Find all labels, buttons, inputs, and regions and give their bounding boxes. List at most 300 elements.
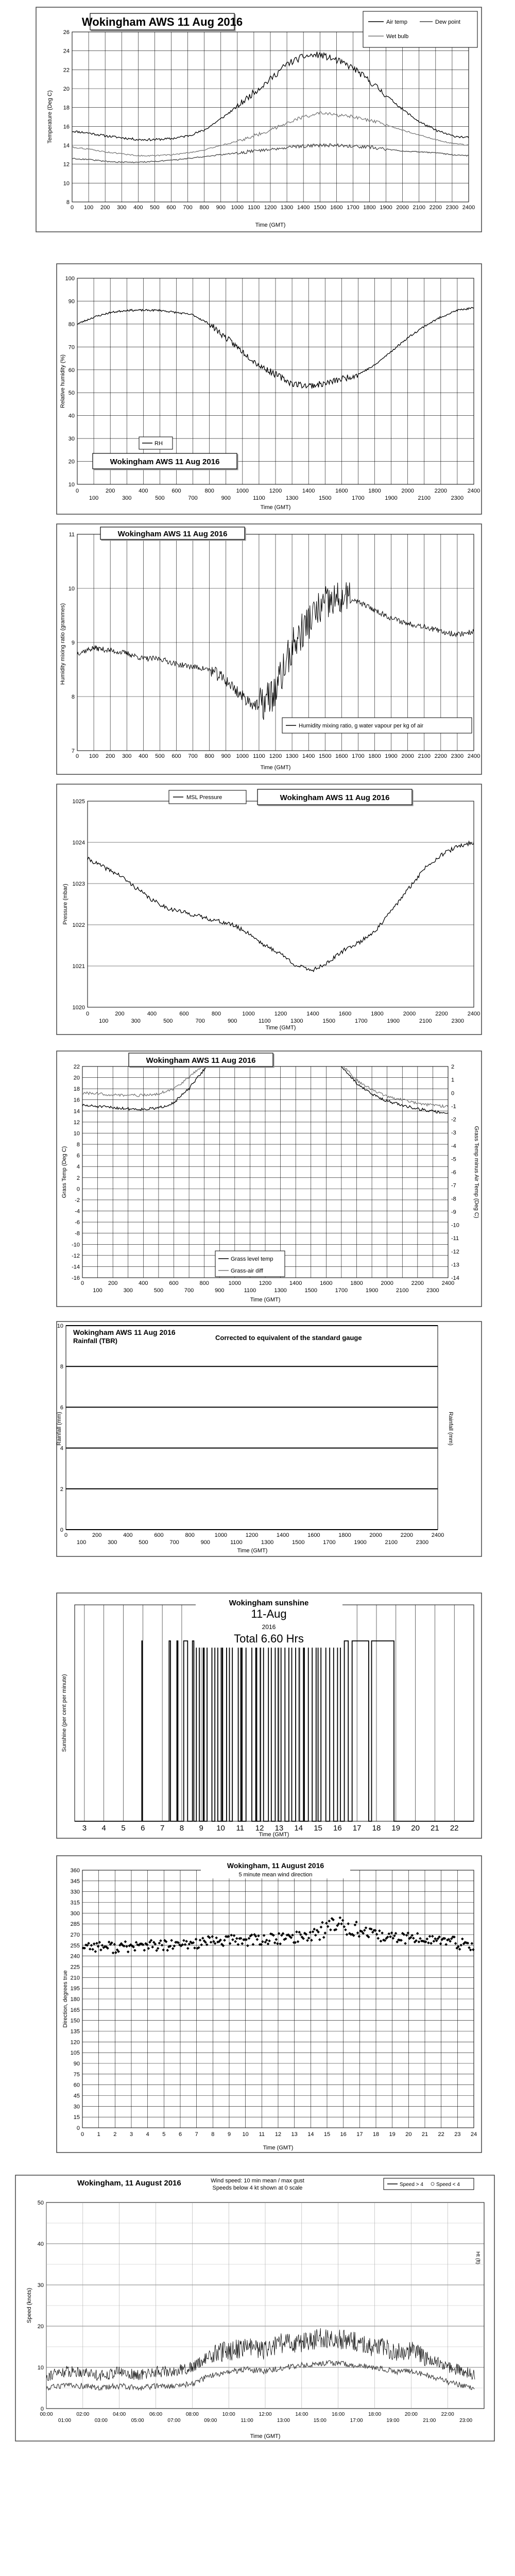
y-tick-label: 10: [73, 1130, 80, 1137]
x-tick-label: 4: [101, 1824, 106, 1833]
y-tick-label: 0: [40, 2406, 44, 2412]
x-tick-label: 900: [221, 753, 231, 759]
y-tick-label: 2: [60, 1486, 63, 1493]
y-tick-label: 15: [73, 2114, 80, 2121]
humidity-chart: [0, 263, 515, 515]
legend-dew-point: Dew point: [435, 19, 460, 25]
y-tick-label: 8: [60, 1364, 63, 1370]
x-tick-label: 800: [211, 1011, 221, 1017]
x-tick-label-minor: 2300: [416, 1539, 429, 1546]
x-tick-label: 800: [185, 1532, 195, 1538]
pressure-plot-area: [88, 801, 474, 1007]
x-tick-label-minor: 13:00: [277, 2418, 290, 2424]
x-tick-label-minor: 900: [200, 1539, 210, 1546]
x-tick-label-minor: 1100: [258, 1018, 271, 1024]
y-tick-label: 4: [76, 1164, 80, 1171]
x-tick-label: 2300: [445, 205, 459, 211]
x-tick-label: 8: [211, 2131, 215, 2138]
x-tick-label: 600: [166, 205, 176, 211]
y-tick-label: 1022: [72, 922, 85, 928]
x-tick-label-minor: 11:00: [241, 2418, 253, 2424]
x-tick-label: 1500: [319, 753, 332, 759]
x-tick-label: 1100: [253, 753, 265, 759]
rainfall-subtitle: Rainfall (TBR): [73, 1337, 117, 1345]
y-tick-label: 12: [73, 1119, 80, 1126]
x-tick-label-minor: 1700: [352, 495, 365, 501]
temperature-ylabel: Temperature (Deg C): [47, 90, 53, 144]
y-tick-label: 345: [70, 1878, 80, 1885]
x-tick-label-minor: 1700: [323, 1539, 336, 1546]
rainfall-xlabel: Time (GMT): [237, 1548, 268, 1554]
temperature-title: Wokingham AWS 11 Aug 2016: [81, 15, 243, 28]
x-tick-label-minor: 1300: [274, 1287, 287, 1294]
x-tick-label: 1600: [335, 753, 348, 759]
y-tick-label: 0: [76, 1186, 80, 1193]
y-tick-label: 225: [70, 1964, 80, 1971]
x-tick-label: 400: [139, 488, 148, 494]
x-tick-label: 600: [171, 753, 181, 759]
x-tick-label: 19: [391, 1824, 401, 1833]
x-tick-label: 0: [85, 1011, 90, 1017]
x-tick-label: 200: [115, 1011, 125, 1017]
x-tick-label: 24: [470, 2131, 477, 2138]
x-tick-label-minor: 1700: [355, 1018, 368, 1024]
x-tick-label-minor: 1300: [285, 495, 299, 501]
x-tick-label: 800: [199, 1280, 209, 1286]
x-tick-label: 2200: [411, 1280, 424, 1286]
y-right-tick-label: -4: [451, 1143, 456, 1149]
x-tick-label: 06:00: [149, 2412, 163, 2417]
rainfall-chart: [0, 1320, 515, 1557]
x-tick-label: 1900: [385, 753, 398, 759]
x-tick-label: 1800: [368, 753, 381, 759]
x-tick-label-minor: 23:00: [459, 2418, 473, 2424]
x-tick-label: 1400: [276, 1532, 289, 1538]
x-tick-label: 14: [294, 1824, 303, 1833]
y-tick-label: 315: [70, 1900, 80, 1906]
y-tick-label: -4: [75, 1208, 80, 1215]
x-tick-label: 12:00: [259, 2412, 272, 2417]
x-tick-label: 21: [431, 1824, 439, 1833]
x-tick-label: 15: [314, 1824, 322, 1833]
y-tick-label: 0: [76, 2125, 80, 2131]
x-tick-label: 7: [160, 1824, 165, 1833]
x-tick-label-minor: 2300: [451, 1018, 464, 1024]
x-tick-label: 1300: [285, 753, 299, 759]
x-tick-label: 1200: [269, 488, 282, 494]
x-tick-label: 2300: [451, 753, 464, 759]
sunshine-chart: [0, 1592, 515, 1839]
x-tick-label: 10: [242, 2131, 249, 2138]
x-tick-label: 2200: [434, 488, 448, 494]
y-tick-label: -6: [75, 1219, 80, 1226]
y-right-tick-label: 1: [451, 1077, 455, 1083]
y-tick-label: 1025: [72, 799, 85, 805]
x-tick-label-minor: 15:00: [313, 2418, 327, 2424]
x-tick-label: 0: [70, 205, 74, 211]
x-tick-label-minor: 1500: [304, 1287, 317, 1294]
x-tick-label: 2000: [401, 753, 414, 759]
x-tick-label: 700: [188, 753, 198, 759]
x-tick-label: 11: [236, 1824, 245, 1833]
y-tick-label: 40: [68, 413, 75, 419]
y-tick-label: 14: [63, 143, 70, 149]
x-tick-label: 22:00: [441, 2412, 454, 2417]
x-tick-label: 500: [155, 753, 165, 759]
y-right-tick-label: 2: [451, 1064, 455, 1070]
x-tick-label: 300: [122, 753, 132, 759]
x-tick-label-minor: 19:00: [386, 2418, 400, 2424]
x-tick-label: 15: [323, 2131, 331, 2138]
x-tick-label: 7: [195, 2131, 198, 2138]
x-tick-label: 100: [89, 753, 99, 759]
x-tick-label: 600: [171, 488, 181, 494]
x-tick-label: 5: [121, 1824, 126, 1833]
x-tick-label: 1400: [306, 1011, 319, 1017]
y-tick-label: 20: [68, 459, 75, 465]
x-tick-label: 14:00: [295, 2412, 308, 2417]
x-tick-label: 23: [454, 2131, 461, 2138]
x-tick-label: 1000: [228, 1280, 242, 1286]
y-tick-label: 30: [73, 2104, 80, 2110]
x-tick-label-minor: 100: [89, 495, 99, 501]
grass-title: Wokingham AWS 11 Aug 2016: [146, 1056, 256, 1065]
x-tick-label: 400: [123, 1532, 133, 1538]
x-tick-label: 1200: [274, 1011, 287, 1017]
x-tick-label-minor: 300: [108, 1539, 117, 1546]
x-tick-label: 22: [438, 2131, 444, 2138]
y-tick-label: 10: [63, 180, 70, 187]
x-tick-label: 6: [141, 1824, 145, 1833]
x-tick-label: 600: [154, 1532, 164, 1538]
y-tick-label: 10: [57, 1323, 63, 1329]
x-tick-label: 2400: [462, 205, 475, 211]
x-tick-label-minor: 900: [215, 1287, 225, 1294]
x-tick-label-minor: 700: [169, 1539, 179, 1546]
x-tick-label-minor: 1900: [385, 495, 398, 501]
x-tick-label-minor: 2100: [385, 1539, 398, 1546]
rainfall-title: Wokingham AWS 11 Aug 2016: [73, 1328, 176, 1336]
direction-subtitle: 5 minute mean wind direction: [238, 1872, 313, 1878]
x-tick-label: 1800: [363, 205, 376, 211]
x-tick-label: 12: [274, 2131, 282, 2138]
pressure-title: Wokingham AWS 11 Aug 2016: [280, 793, 390, 802]
y-tick-label: 11: [68, 532, 75, 538]
x-tick-label-minor: 900: [228, 1018, 237, 1024]
x-tick-label: 1600: [320, 1280, 333, 1286]
y-tick-label: 10: [68, 586, 75, 592]
y-tick-label: 8: [76, 1142, 80, 1148]
x-tick-label: 13: [274, 1824, 284, 1833]
y-tick-label: 9: [71, 640, 75, 646]
y-tick-label: 20: [37, 2324, 44, 2330]
y-tick-label: 6: [76, 1153, 80, 1159]
mixing-chart: [0, 523, 515, 775]
grass-ylabel-right: Grass Temp minus Air Temp (Deg C): [473, 1126, 479, 1218]
x-tick-label-minor: 21:00: [423, 2418, 436, 2424]
x-tick-label: 1200: [259, 1280, 272, 1286]
y-tick-label: 195: [70, 1986, 80, 1992]
x-tick-label-minor: 100: [93, 1287, 102, 1294]
legend-wet-bulb: Wet bulb: [386, 33, 409, 40]
y-right-tick-label: -5: [451, 1156, 456, 1163]
y-tick-label: 90: [73, 2061, 80, 2067]
x-tick-label-minor: 2100: [396, 1287, 409, 1294]
x-tick-label: 1400: [297, 205, 310, 211]
wind-speed-subtitle: Wind speed: 10 min mean / max gust: [211, 2178, 304, 2184]
x-tick-label: 8: [179, 1824, 184, 1833]
rainfall-note: Corrected to equivalent of the standard gauge: [215, 1334, 362, 1342]
x-tick-label: 20: [405, 2131, 412, 2138]
x-tick-label: 00:00: [40, 2412, 53, 2417]
y-tick-label: 165: [70, 2007, 80, 2013]
pressure-xlabel: Time (GMT): [265, 1025, 296, 1031]
x-tick-label: 1800: [338, 1532, 351, 1538]
x-tick-label: 600: [169, 1280, 179, 1286]
y-tick-label: 100: [65, 276, 75, 282]
y-tick-label: 10: [68, 482, 75, 488]
humidity-xlabel: Time (GMT): [260, 504, 291, 511]
x-tick-label-minor: 2300: [451, 495, 464, 501]
x-tick-label: 0: [80, 1280, 84, 1286]
y-tick-label: 135: [70, 2028, 80, 2035]
y-tick-label: 2: [76, 1175, 80, 1181]
x-tick-label: 2000: [403, 1011, 416, 1017]
x-tick-label: 200: [108, 1280, 118, 1286]
x-tick-label: 2: [113, 2131, 117, 2138]
y-tick-label: 255: [70, 1942, 80, 1949]
x-tick-label: 0: [80, 2131, 84, 2138]
x-tick-label-minor: 2300: [426, 1287, 439, 1294]
x-tick-label-minor: 300: [131, 1018, 141, 1024]
x-tick-label: 5: [162, 2131, 166, 2138]
x-tick-label: 1800: [350, 1280, 363, 1286]
temperature-legend: [363, 11, 477, 47]
y-tick-label: -2: [75, 1197, 80, 1204]
y-tick-label: 24: [63, 48, 70, 55]
y-tick-label: 7: [71, 748, 75, 754]
y-tick-label: 50: [37, 2200, 44, 2206]
x-tick-label: 3: [129, 2131, 133, 2138]
direction-ylabel: Direction, degrees true: [62, 1970, 68, 2028]
x-tick-label-minor: 17:00: [350, 2418, 363, 2424]
y-tick-label: 10: [37, 2365, 44, 2371]
legend-speed-gt: Speed > 4: [400, 2182, 423, 2188]
x-tick-label: 400: [147, 1011, 157, 1017]
y-right-tick-label: -9: [451, 1209, 456, 1215]
legend-mixing: Humidity mixing ratio, g water vapour per kg of air: [299, 723, 424, 729]
x-tick-label-minor: 1100: [244, 1287, 256, 1294]
x-tick-label-minor: 07:00: [167, 2418, 181, 2424]
y-tick-label: 30: [37, 2282, 44, 2289]
y-tick-label: 75: [73, 2071, 80, 2078]
grass-xlabel: Time (GMT): [250, 1297, 281, 1303]
x-tick-label: 1600: [307, 1532, 320, 1538]
legend-grass-diff: Grass-air diff: [231, 1268, 263, 1274]
x-tick-label: 04:00: [113, 2412, 126, 2417]
y-tick-label: 20: [63, 86, 70, 92]
y-tick-label: 30: [68, 436, 75, 443]
x-tick-label: 1600: [330, 205, 343, 211]
x-tick-label: 9: [227, 2131, 231, 2138]
x-tick-label: 2400: [467, 753, 480, 759]
grass-chart: [0, 1050, 515, 1308]
y-tick-label: 270: [70, 1932, 80, 1938]
x-tick-label: 900: [216, 205, 226, 211]
x-tick-label: 200: [105, 753, 115, 759]
x-tick-label: 12: [255, 1824, 264, 1833]
x-tick-label: 200: [100, 205, 110, 211]
x-tick-label: 2200: [400, 1532, 414, 1538]
x-tick-label: 18: [372, 1824, 381, 1833]
mixing-ylabel: Humidity mixing ratio (grammes): [60, 603, 66, 685]
y-tick-label: 20: [73, 1075, 80, 1081]
x-tick-label: 500: [150, 205, 160, 211]
x-tick-label: 100: [83, 205, 94, 211]
x-tick-label: 1300: [280, 205, 294, 211]
y-tick-label: 26: [63, 29, 70, 36]
x-tick-label: 13: [291, 2131, 298, 2138]
x-tick-label: 18: [372, 2131, 380, 2138]
y-tick-label: 22: [73, 1064, 80, 1070]
x-tick-label: 400: [139, 1280, 148, 1286]
y-right-tick-label: -8: [451, 1196, 456, 1202]
y-tick-label: 22: [63, 67, 70, 74]
legend-rh: RH: [154, 440, 163, 447]
x-tick-label: 22: [450, 1824, 459, 1833]
y-tick-label: 1024: [72, 840, 85, 846]
x-tick-label-minor: 500: [139, 1539, 148, 1546]
y-tick-label: 105: [70, 2050, 80, 2057]
y-tick-label: 12: [63, 161, 70, 168]
x-tick-label: 1000: [236, 488, 249, 494]
x-tick-label: 16: [340, 2131, 347, 2138]
temperature-chart: [0, 6, 515, 233]
y-right-tick-label: -1: [451, 1103, 456, 1110]
x-tick-label: 9: [199, 1824, 203, 1833]
legend-grass: Grass level temp: [231, 1256, 273, 1262]
x-tick-label-minor: 1900: [387, 1018, 400, 1024]
y-tick-label: 210: [70, 1975, 80, 1981]
wind-speed-subtitle2: Speeds below 4 kt shown at 0 scale: [212, 2185, 303, 2191]
x-tick-label-minor: 500: [163, 1018, 173, 1024]
humidity-ylabel: Relative humidity (%): [60, 354, 66, 408]
x-tick-label: 600: [179, 1011, 189, 1017]
wind-speed-side-note: Ht (ft): [475, 2251, 480, 2264]
y-tick-label: 120: [70, 2039, 80, 2046]
y-tick-label: 330: [70, 1889, 80, 1895]
rainfall-ylabel: Rainfall (mm): [56, 1412, 62, 1446]
rainfall-plot-area: [66, 1326, 438, 1530]
x-tick-label-minor: 500: [153, 1287, 164, 1294]
x-tick-label: 2400: [441, 1280, 455, 1286]
x-tick-label: 21: [421, 2131, 428, 2138]
sunshine-title: Wokingham sunshine: [229, 1599, 309, 1607]
x-tick-label: 1500: [314, 205, 327, 211]
x-tick-label: 16: [333, 1824, 342, 1833]
x-tick-label-minor: 1700: [335, 1287, 348, 1294]
x-tick-label: 200: [92, 1532, 102, 1538]
direction-xlabel: Time (GMT): [263, 2145, 294, 2151]
rainfall-ylabel-right: Rainfall (mm): [448, 1412, 454, 1446]
wind-speed-chart: [0, 2174, 515, 2442]
y-tick-label: 18: [63, 105, 70, 111]
y-tick-label: 18: [73, 1086, 80, 1093]
x-tick-label: 20: [411, 1824, 420, 1833]
x-tick-label: 300: [117, 205, 127, 211]
x-tick-label-minor: 1900: [365, 1287, 379, 1294]
x-tick-label-minor: 700: [184, 1287, 194, 1294]
y-tick-label: 1023: [72, 881, 85, 887]
x-tick-label: 0: [75, 753, 79, 759]
x-tick-label-minor: 300: [122, 495, 132, 501]
y-right-tick-label: -14: [451, 1275, 459, 1281]
x-tick-label: 1200: [264, 205, 277, 211]
y-right-tick-label: -7: [451, 1182, 456, 1189]
sunshine-date: 11-Aug: [251, 1607, 287, 1620]
x-tick-label-minor: 2100: [418, 495, 431, 501]
x-tick-label-minor: 100: [76, 1539, 87, 1546]
x-tick-label: 17: [352, 1824, 362, 1833]
y-tick-label: 360: [70, 1868, 80, 1874]
x-tick-label: 19: [389, 2131, 396, 2138]
x-tick-label: 2200: [434, 753, 448, 759]
x-tick-label: 400: [139, 753, 148, 759]
grass-ylabel: Grass Temp (Deg C): [61, 1146, 67, 1198]
x-tick-label: 800: [204, 488, 214, 494]
y-right-tick-label: -12: [451, 1248, 459, 1255]
sunshine-ylabel: Sunshine (per cent per minute): [61, 1674, 67, 1752]
y-tick-label: 6: [60, 1404, 63, 1411]
x-tick-label: 10:00: [222, 2412, 235, 2417]
y-tick-label: 60: [68, 367, 75, 374]
y-tick-label: 1021: [72, 963, 85, 970]
x-tick-label: 1200: [245, 1532, 259, 1538]
x-tick-label: 1800: [368, 488, 381, 494]
wind-speed-title: Wokingham, 11 August 2016: [77, 2179, 181, 2188]
direction-chart: [0, 1855, 515, 2154]
x-tick-label: 2400: [467, 488, 480, 494]
x-tick-label: 200: [105, 488, 115, 494]
x-tick-label: 1000: [231, 205, 244, 211]
y-tick-label: 45: [73, 2093, 80, 2099]
x-tick-label-minor: 1500: [322, 1018, 335, 1024]
x-tick-label-minor: 100: [99, 1018, 109, 1024]
x-tick-label: 18:00: [368, 2412, 382, 2417]
y-tick-label: 70: [68, 344, 75, 351]
y-right-tick-label: -6: [451, 1170, 456, 1176]
y-tick-label: 4: [60, 1445, 63, 1452]
y-tick-label: 8: [66, 199, 70, 206]
wind-speed-xlabel: Time (GMT): [250, 2433, 281, 2439]
y-tick-label: -10: [72, 1242, 80, 1248]
x-tick-label-minor: 1500: [319, 495, 332, 501]
direction-title: Wokingham, 11 August 2016: [227, 1861, 324, 1870]
y-right-tick-label: -11: [451, 1235, 459, 1242]
x-tick-label-minor: 01:00: [58, 2418, 71, 2424]
x-tick-label: 1700: [347, 205, 359, 211]
x-tick-label: 2400: [467, 1011, 480, 1017]
y-tick-label: -14: [72, 1264, 80, 1270]
x-tick-label: 2000: [369, 1532, 382, 1538]
x-tick-label: 02:00: [76, 2412, 90, 2417]
y-tick-label: 1020: [72, 1005, 85, 1011]
x-tick-label-minor: 09:00: [204, 2418, 217, 2424]
pressure-ylabel: Pressure (mbar): [62, 884, 68, 925]
y-tick-label: 300: [70, 1910, 80, 1917]
x-tick-label: 800: [204, 753, 214, 759]
x-tick-label: 1600: [335, 488, 348, 494]
